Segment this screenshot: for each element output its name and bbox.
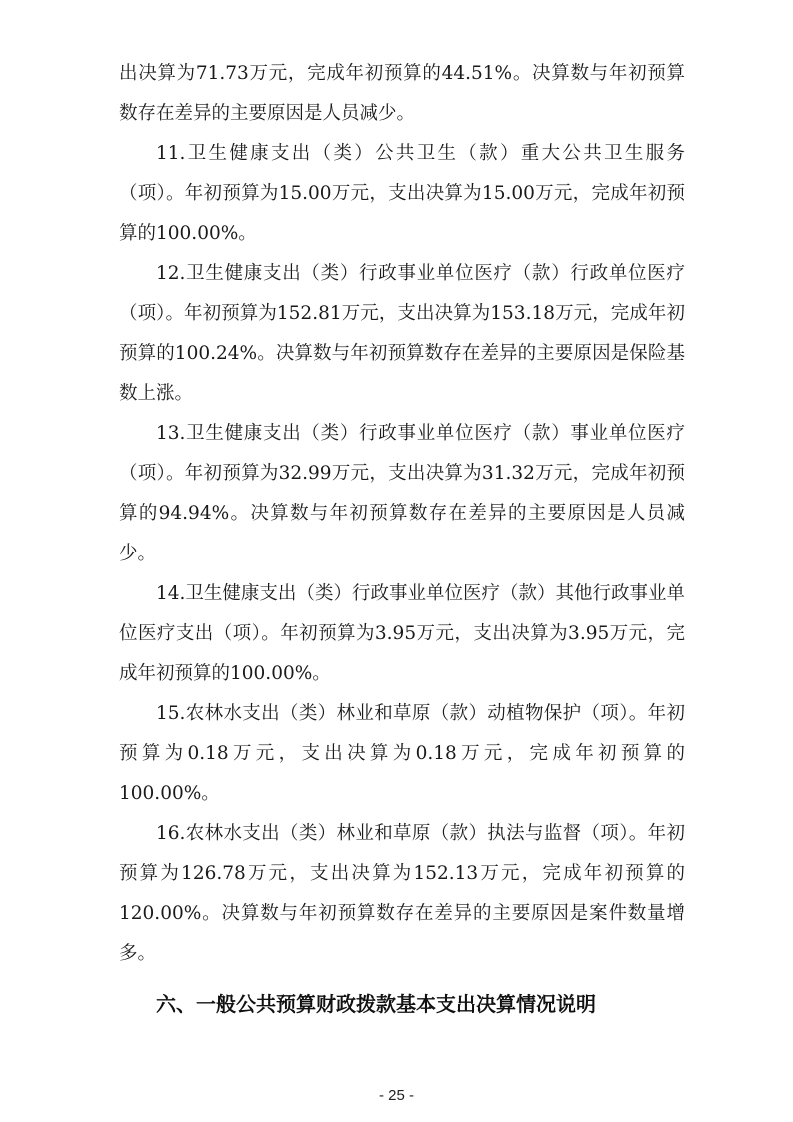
paragraph-item-16: 16.农林水支出（类）林业和草原（款）执法与监督（项）。年初预算为126.78万元，支出决算为152.13万元，完成年初预算的120.00%。决算数与年初预算数存在差异的主要原因是案件数量增多。 [119, 823, 685, 964]
page-number: - 25 - [378, 1087, 414, 1104]
document-body [119, 54, 685, 974]
paragraph-item-14: 14.卫生健康支出（类）行政事业单位医疗（款）其他行政事业单位医疗支出（项）。年初预算为3.95万元，支出决算为3.95万元，完成年初预算的100.00%。 [119, 583, 685, 684]
paragraph-item-12: 12.卫生健康支出（类）行政事业单位医疗（款）行政单位医疗（项）。年初预算为152.81万元，支出决算为153.18万元，完成年初预算的100.24%。决算数与年初预算数存在差异的主要原因是保险基数上涨。 [119, 263, 685, 404]
section-heading: 六、一般公共预算财政拨款基本支出决算情况说明 [156, 992, 596, 1016]
paragraph-item-11: 11.卫生健康支出（类）公共卫生（款）重大公共卫生服务（项）。年初预算为15.00万元，支出决算为15.00万元，完成年初预算的100.00%。 [119, 143, 685, 244]
paragraph-item-15: 15.农林水支出（类）林业和草原（款）动植物保护（项）。年初预算为0.18万元，支出决算为0.18万元，完成年初预算的100.00%。 [119, 703, 685, 804]
paragraph-item-13: 13.卫生健康支出（类）行政事业单位医疗（款）事业单位医疗（项）。年初预算为32.99万元，支出决算为31.32万元，完成年初预算的94.94%。决算数与年初预算数存在差异的主要原因是人员减少。 [119, 423, 685, 564]
paragraph-item-10-continued: 出决算为71.73万元，完成年初预算的44.51%。决算数与年初预算数存在差异的主要原因是人员减少。 [119, 63, 685, 124]
